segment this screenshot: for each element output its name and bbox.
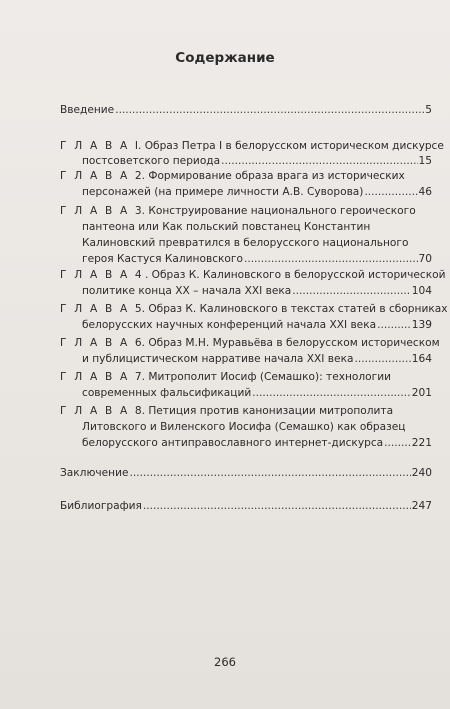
chapter-label: Г Л А В А [60, 371, 130, 383]
toc-entry-text: Заключение [60, 467, 129, 479]
chapter-2-last-line [82, 186, 432, 199]
chapter-2-title-line [60, 170, 432, 183]
chapter-7-title-line [60, 371, 432, 384]
chapter-7-last-line [82, 387, 432, 400]
dot-leader [143, 500, 411, 513]
dot-leader [377, 319, 411, 332]
toc-entry-page: 247 [411, 500, 432, 512]
toc-entry-page: 240 [411, 467, 432, 479]
dot-leader [244, 253, 418, 266]
dot-leader [221, 155, 417, 168]
chapter-title-text: и публицистическом нарративе начала XXI века [82, 353, 354, 365]
toc-entry-page: 221 [411, 437, 432, 449]
page-number: 266 [214, 655, 236, 669]
toc-entry-text: Библиография [60, 500, 142, 512]
chapter-title-text: 5. Образ К. Калиновского в текстах статей в сборниках [134, 303, 448, 315]
chapter-title-text: белорусского антиправославного интернет-дискурса [82, 437, 384, 449]
chapter-1-title-line [60, 140, 444, 153]
toc-entry-page: 201 [411, 387, 432, 399]
chapter-3-last-line [82, 253, 432, 266]
chapter-label: Г Л А В А [60, 303, 130, 315]
chapter-4-last-line [82, 285, 432, 298]
chapter-5-title-line [60, 303, 448, 316]
toc-entry-conclusion [60, 467, 432, 480]
chapter-title-text: 2. Формирование образа врага из исторических [134, 170, 405, 182]
chapter-label: Г Л А В А [60, 170, 130, 182]
toc-entry-page: 5 [425, 104, 432, 116]
toc-entry-page: 104 [411, 285, 432, 297]
chapter-3-mid-line-1: пантеона или Как польский повстанец Константин [82, 221, 371, 233]
toc-entry-page: 164 [411, 353, 432, 365]
chapter-label: Г Л А В А [60, 337, 130, 349]
chapter-title-text: современных фальсификаций [82, 387, 252, 399]
toc-entry-bibliography [60, 500, 432, 513]
chapter-1-last-line [82, 155, 432, 168]
dot-leader [129, 467, 410, 480]
toc-entry-text: Введение [60, 104, 115, 116]
chapter-title-text: 7. Митрополит Иосиф (Семашко): технологии [134, 371, 391, 383]
chapter-label: Г Л А В А [60, 140, 130, 152]
chapter-6-title-line [60, 337, 440, 350]
chapter-title-text: 4 . Образ К. Калиновского в белорусской исторической [134, 269, 446, 281]
chapter-title-text: политике конца XX – начала XXI века [82, 285, 292, 297]
dot-leader [354, 353, 410, 366]
toc-entry-page: 70 [418, 253, 432, 265]
chapter-8-mid-line-1: Литовского и Виленского Иосифа (Семашко) как образец [82, 421, 406, 433]
chapter-title-text: персонажей (на примере личности А.В. Суворова) [82, 186, 364, 198]
chapter-title-text: I. Образ Петра I в белорусском историческом дискурсе [134, 140, 444, 152]
chapter-label: Г Л А В А [60, 205, 130, 217]
chapter-6-last-line [82, 353, 432, 366]
chapter-label: Г Л А В А [60, 405, 130, 417]
chapter-8-title-line [60, 405, 432, 418]
dot-leader [384, 437, 411, 450]
chapter-8-last-line [82, 437, 432, 450]
toc-entry-page: 139 [411, 319, 432, 331]
page-title: Содержание [175, 50, 275, 66]
chapter-title-text: героя Кастуся Калиновского [82, 253, 243, 265]
chapter-title-text: постсоветского периода [82, 155, 221, 167]
dot-leader [292, 285, 410, 298]
chapter-title-text: белорусских научных конференций начала XXI века [82, 319, 377, 331]
chapter-5-last-line [82, 319, 432, 332]
chapter-3-title-line [60, 205, 432, 218]
toc-entry-intro [60, 104, 432, 117]
chapter-title-text: 8. Петиция против канонизации митрополита [134, 405, 394, 417]
chapter-label: Г Л А В А [60, 269, 130, 281]
dot-leader [252, 387, 411, 400]
chapter-title-text: 6. Образ М.Н. Муравьёва в белорусском историческом [134, 337, 440, 349]
dot-leader [364, 186, 417, 199]
chapter-title-text: 3. Конструирование национального героического [134, 205, 416, 217]
toc-entry-page: 15 [418, 155, 432, 167]
chapter-4-title-line [60, 269, 446, 282]
chapter-3-mid-line-2: Калиновский превратился в белорусского национального [82, 237, 409, 249]
toc-entry-page: 46 [418, 186, 432, 198]
dot-leader [115, 104, 424, 117]
